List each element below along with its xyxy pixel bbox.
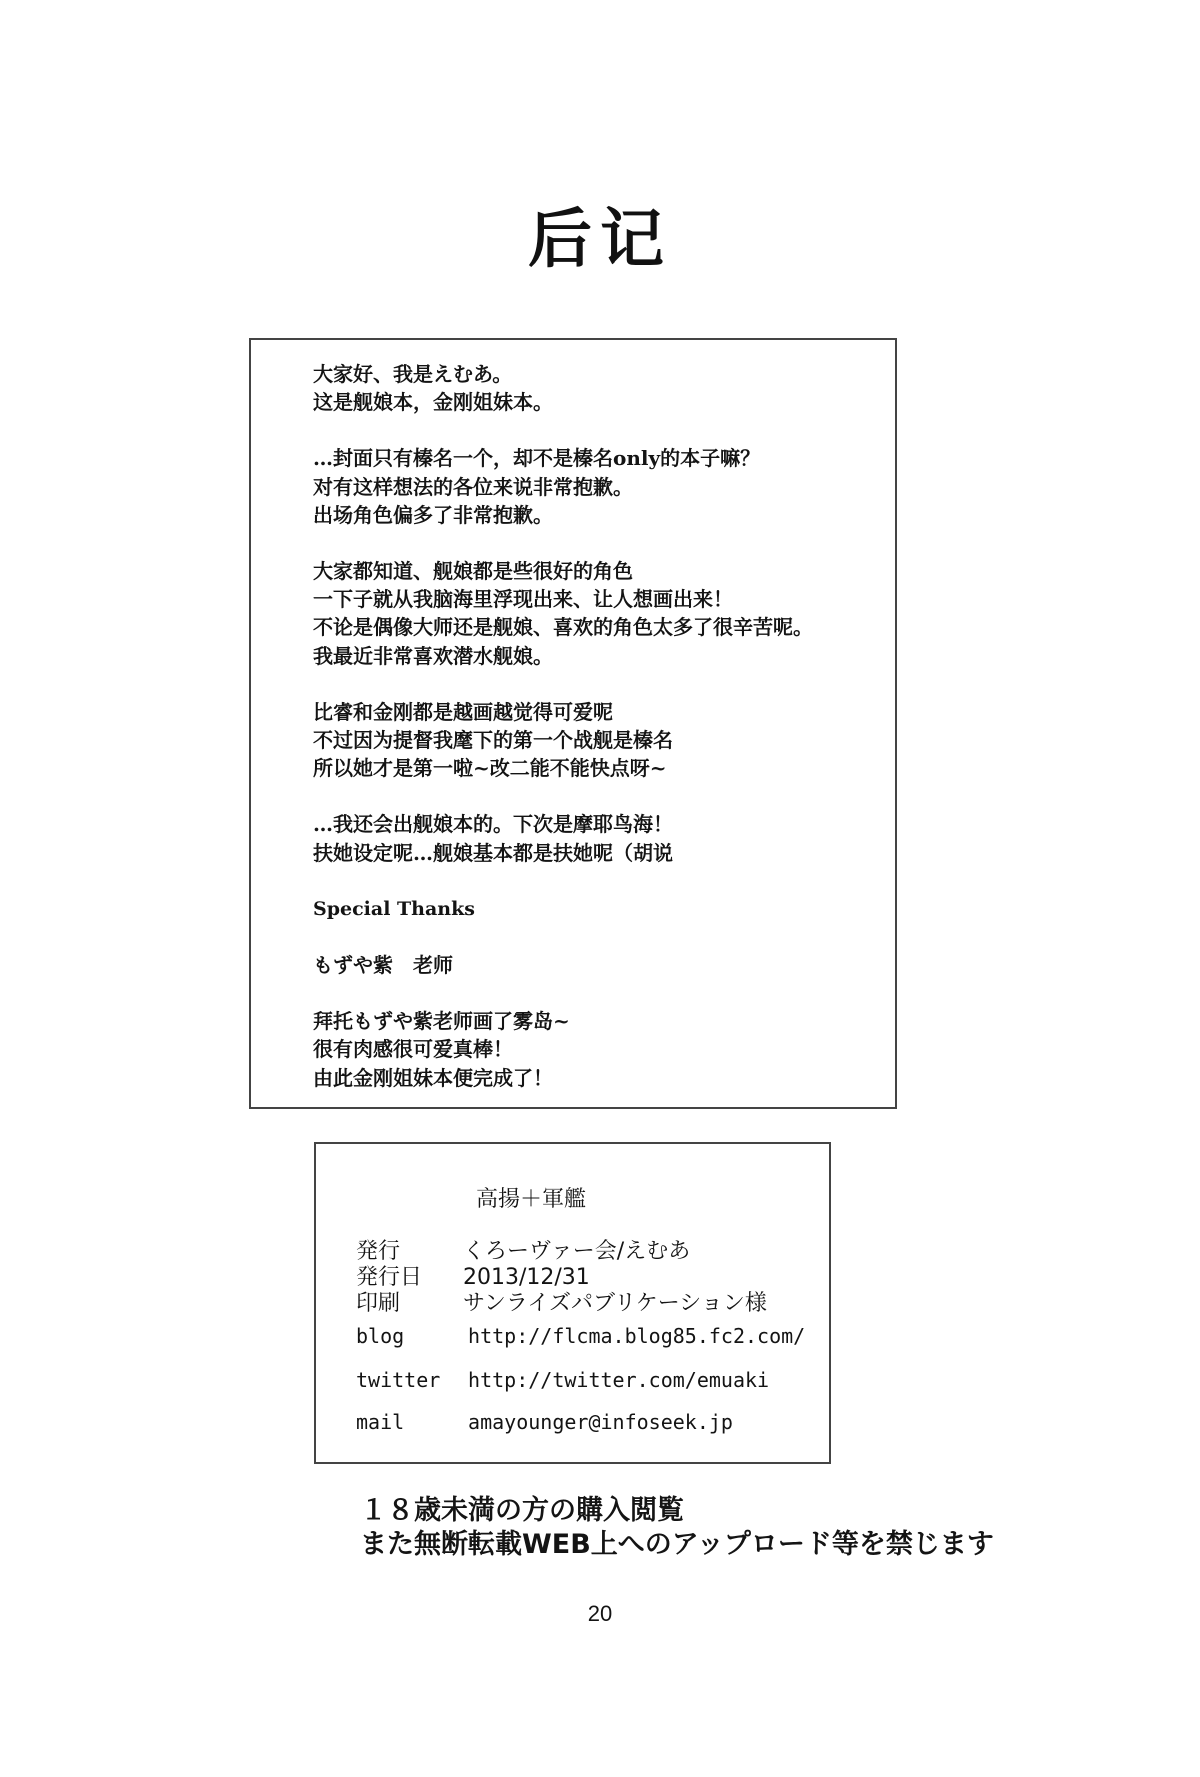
text-line: 由此金刚姐妹本便完成了！: [313, 1065, 553, 1090]
text-line: 所以她才是第一啦~改二能不能快点呀~: [313, 756, 667, 781]
text-line: 不过因为提督我麾下的第一个战舰是榛名: [313, 728, 673, 753]
paragraph-4: [313, 698, 883, 783]
text-line: 扶她设定呢…舰娘基本都是扶她呢（胡说: [313, 840, 673, 865]
paragraph-1: [313, 360, 883, 416]
notice-line-2: また無断転載WEB上へのアップロード等を禁じます: [360, 1529, 994, 1560]
text-line: 很有肉感很可爱真棒！: [313, 1037, 513, 1062]
blog-row: [356, 1324, 805, 1348]
afterword-text: [313, 360, 883, 1120]
text-line: 对有这样想法的各位来说非常抱歉。: [313, 474, 633, 499]
mail-label: mail: [356, 1410, 405, 1434]
text-line: …我还会出舰娘本的。下次是摩耶鸟海！: [313, 812, 673, 837]
printer-row: [356, 1286, 767, 1317]
text-line: 一下子就从我脑海里浮现出来、让人想画出来！: [313, 587, 733, 612]
colophon-box: [314, 1142, 831, 1464]
publisher-value: くろーヴァー会/えむあ: [463, 1239, 691, 1264]
text-line: 大家都知道、舰娘都是些很好的角色: [313, 559, 633, 584]
text-line: 大家好、我是えむあ。: [313, 362, 513, 386]
age-notice: [360, 1494, 994, 1562]
mail-row: [356, 1410, 733, 1434]
text-line: …封面只有榛名一个，却不是榛名only的本子嘛？: [313, 446, 761, 471]
text-line: もずや紫 老师: [313, 953, 453, 978]
page-number: 20: [587, 1601, 613, 1626]
publisher-label: 発行: [356, 1239, 401, 1264]
twitter-row: [356, 1368, 769, 1392]
notice-line-1: １８歳未満の方の購入閲覧: [360, 1495, 684, 1526]
text-line: 这是舰娘本，金刚姐妹本。: [313, 390, 553, 415]
mail-link[interactable]: amayounger@infoseek.jp: [468, 1410, 733, 1434]
paragraph-2: [313, 444, 883, 529]
blog-label: blog: [356, 1324, 405, 1348]
printer-value: サンライズパブリケーション様: [463, 1291, 767, 1316]
closing-paragraph: [313, 1007, 883, 1092]
text-line: 比睿和金刚都是越画越觉得可爱呢: [313, 699, 613, 724]
afterword-box: [249, 338, 897, 1109]
book-title: 高揚＋軍艦: [476, 1187, 587, 1212]
twitter-link[interactable]: http://twitter.com/emuaki: [468, 1368, 770, 1392]
text-line: 出场角色偏多了非常抱歉。: [313, 502, 553, 527]
blog-link[interactable]: http://flcma.blog85.fc2.com/: [468, 1324, 806, 1348]
twitter-label: twitter: [356, 1368, 441, 1392]
date-label: 発行日: [356, 1265, 423, 1290]
printer-label: 印刷: [356, 1291, 401, 1316]
special-thanks-heading: Special Thanks: [313, 897, 475, 920]
date-value: 2013/12/31: [463, 1265, 590, 1290]
page-title: 后记: [528, 203, 672, 277]
thanks-name: [313, 951, 883, 979]
text-line: 拜托もずや紫老师画了雾岛~: [313, 1009, 570, 1034]
paragraph-5: [313, 810, 883, 866]
paragraph-3: [313, 557, 883, 670]
text-line: 不论是偶像大师还是舰娘、喜欢的角色太多了很辛苦呢。: [313, 615, 813, 640]
text-line: 我最近非常喜欢潜水舰娘。: [313, 643, 553, 668]
